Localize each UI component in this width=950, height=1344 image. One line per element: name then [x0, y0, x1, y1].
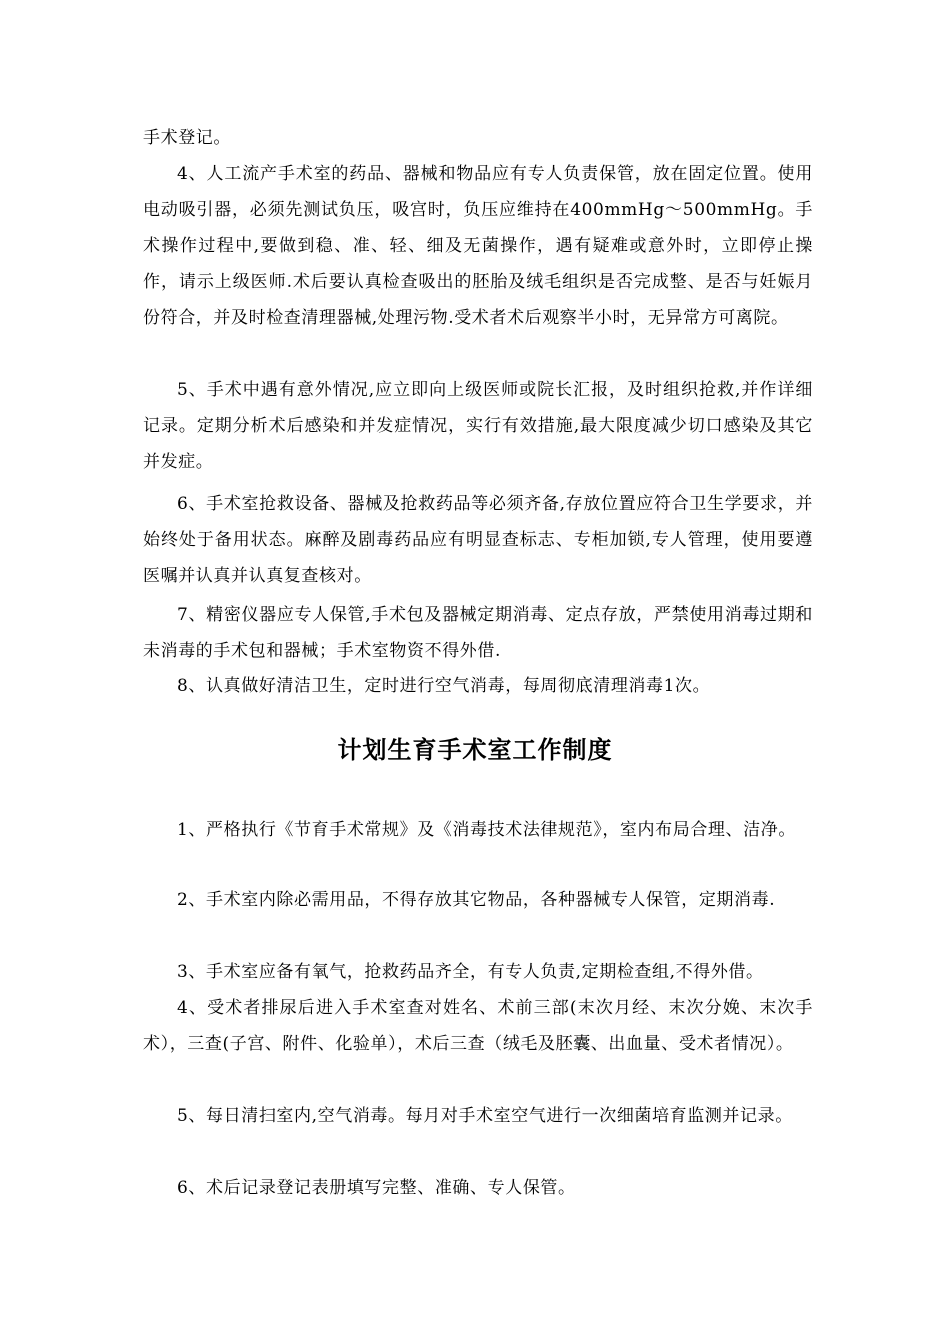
section-title: 计划生育手术室工作制度	[337, 736, 613, 764]
rule-item-7: 7、精密仪器应专人保管,手术包及器械定期消毒、定点存放，严禁使用消毒过期和未消毒的手术包和器械；手术室物资不得外借.	[143, 605, 813, 661]
rule-item-6: 6、手术室抢救设备、器械及抢救药品等必须齐备,存放位置应符合卫生学要求，并始终处于备用状态。麻醉及剧毒药品应有明显查标志、专柜加锁,专人管理，使用要遵医嘱并认真并认真复查核对。	[143, 494, 813, 586]
continuation-text: 手术登记。	[143, 128, 231, 148]
rule-item-5: 5、手术中遇有意外情况,应立即向上级医师或院长汇报，及时组织抢救,并作详细记录。定期分析术后感染和并发症情况，实行有效措施,最大限度减少切口感染及其它并发症。	[143, 380, 813, 472]
rule-item-8: 8、认真做好清洁卫生，定时进行空气消毒，每周彻底清理消毒1次。	[177, 676, 711, 696]
policy-item-1: 1、严格执行《节育手术常规》及《消毒技术法律规范》，室内布局合理、洁净。	[177, 820, 796, 840]
rule-item-4: 4、人工流产手术室的药品、器械和物品应有专人负责保管，放在固定位置。使用电动吸引器，必须先测试负压，吸宫时，负压应维持在400mmHg～500mmHg。手术操作过程中,要做到稳、准、轻、细及无菌操作，遇有疑难或意外时，立即停止操作，请示上级医师.术后要认真检查吸出的胚胎及绒毛组织是否完成整、是否与妊娠月份符合，并及时检查清理器械,处理污物.受术者术后观察半小时，无异常方可离院。	[143, 164, 813, 328]
policy-item-4: 4、受术者排尿后进入手术室查对姓名、术前三部(末次月经、末次分娩、末次手术），三查(子宫、附件、化验单），术后三查（绒毛及胚囊、出血量、受术者情况）。	[143, 998, 813, 1054]
policy-item-6: 6、术后记录登记表册填写完整、准确、专人保管。	[177, 1178, 576, 1198]
policy-item-5: 5、每日清扫室内,空气消毒。每月对手术室空气进行一次细菌培育监测并记录。	[177, 1106, 793, 1126]
policy-item-2: 2、手术室内除必需用品，不得存放其它物品，各种器械专人保管，定期消毒.	[177, 890, 776, 910]
policy-item-3: 3、手术室应备有氧气，抢救药品齐全，有专人负责,定期检查组,不得外借。	[177, 962, 764, 982]
